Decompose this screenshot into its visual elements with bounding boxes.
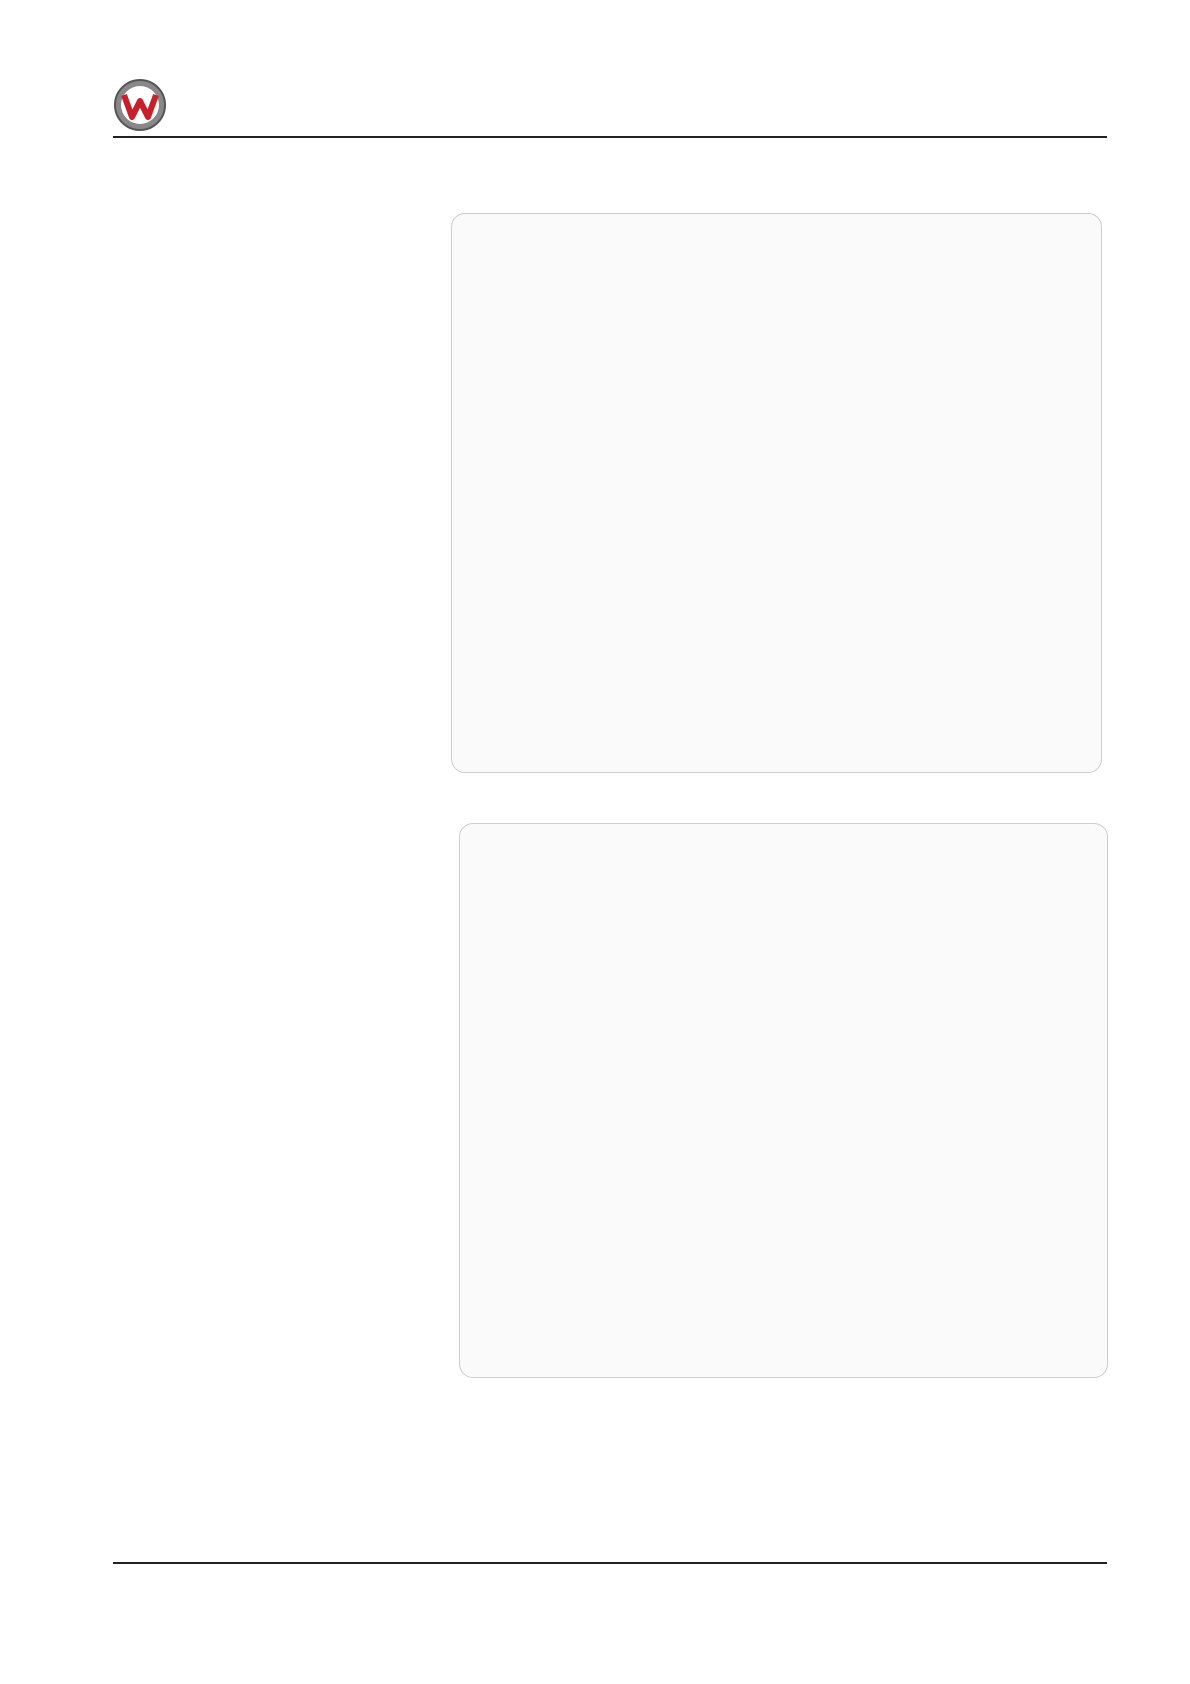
- wacker-neuson-logo-icon: [113, 78, 167, 132]
- lift-capacity-decal-1: [451, 213, 1102, 773]
- lift-capacity-decal-2: [459, 823, 1108, 1378]
- footer-rule: [113, 1562, 1107, 1564]
- header-rule: [113, 136, 1107, 138]
